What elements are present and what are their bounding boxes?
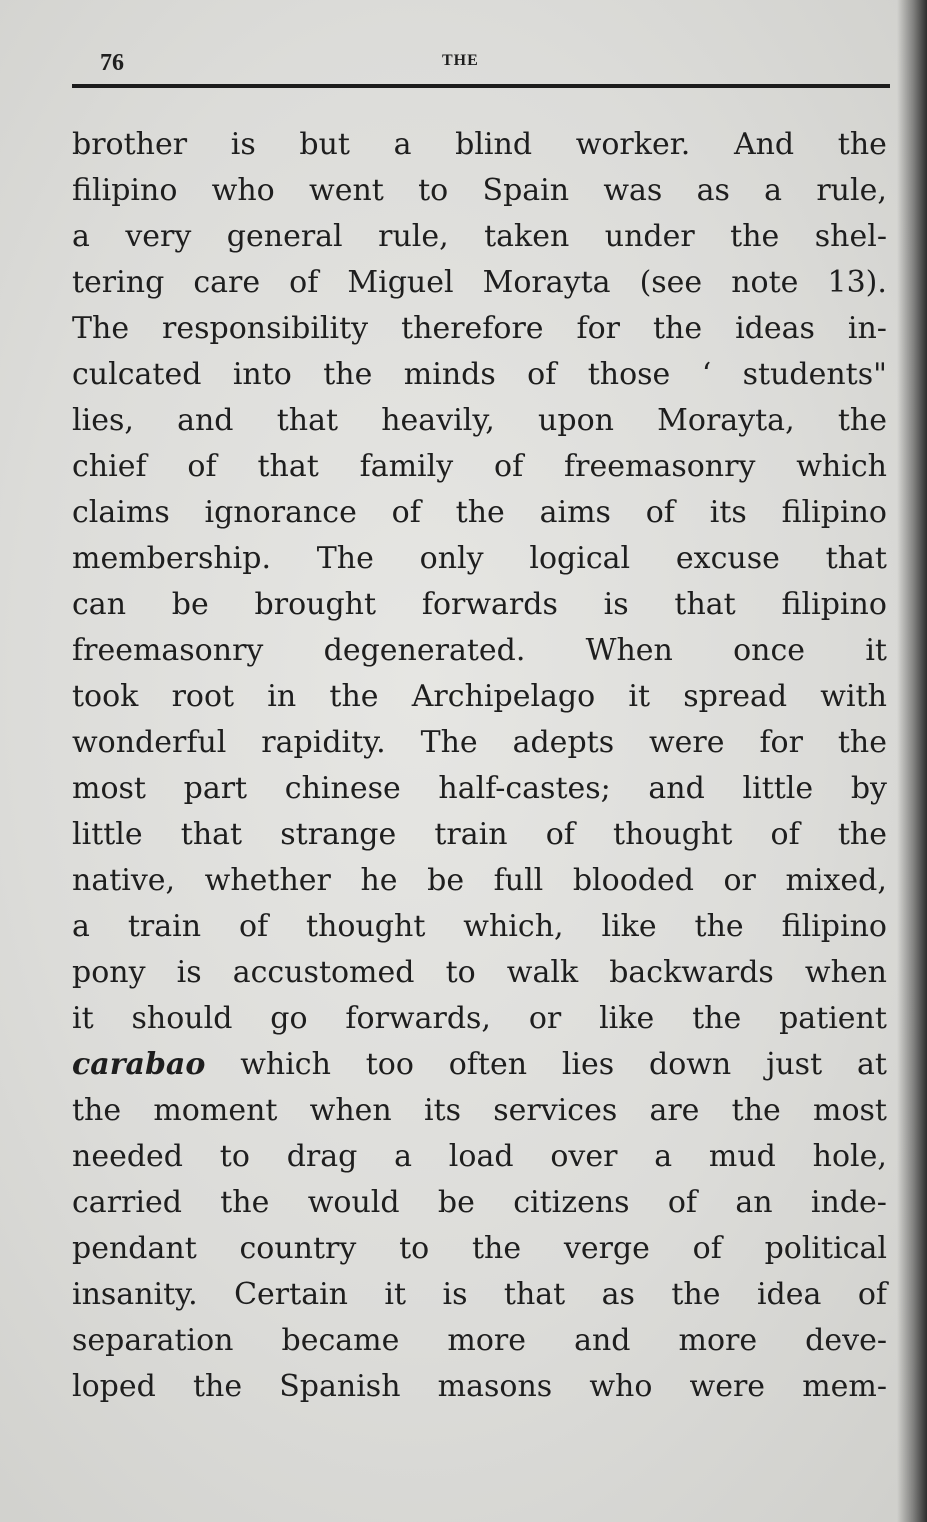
body-text (72, 122, 887, 1410)
text-line: a train of thought which, like the filipino (72, 909, 887, 944)
text-line: needed to drag a load over a mud hole, (72, 1139, 887, 1174)
text-line: pony is accustomed to walk backwards when (72, 955, 887, 990)
text-line: can be brought forwards is that filipino (72, 587, 887, 622)
text-line: freemasonry degenerated. When once it (72, 633, 887, 668)
text-line: little that strange train of thought of the (72, 817, 887, 852)
text-line: it should go forwards, or like the patient (72, 1001, 887, 1036)
text-line: insanity. Certain it is that as the idea of (72, 1277, 887, 1312)
text-line: native, whether he be full blooded or mixed, (72, 863, 887, 898)
text-line: tering care of Miguel Morayta (see note 13). (72, 265, 887, 300)
text-line: chief of that family of freemasonry which (72, 449, 887, 484)
text-line: membership. The only logical excuse that (72, 541, 887, 576)
running-title: THE (442, 52, 479, 69)
text-line: claims ignorance of the aims of its filipino (72, 495, 887, 530)
page-header (72, 42, 890, 94)
header-rule (72, 84, 890, 88)
text-line: a very general rule, taken under the shel- (72, 219, 887, 254)
page-edge-shadow (897, 0, 927, 1522)
text-line: carabao which too often lies down just at (72, 1047, 887, 1082)
text-line: filipino who went to Spain was as a rule, (72, 173, 887, 208)
text-line: lies, and that heavily, upon Morayta, the (72, 403, 887, 438)
text-line: brother is but a blind worker. And the (72, 127, 887, 162)
text-line: separation became more and more deve- (72, 1323, 887, 1358)
text-line: the moment when its services are the most (72, 1093, 887, 1128)
text-line: pendant country to the verge of political (72, 1231, 887, 1266)
text-line: The responsibility therefore for the ideas in- (72, 311, 887, 346)
text-line: carried the would be citizens of an inde- (72, 1185, 887, 1220)
text-line: culcated into the minds of those ‘ students" (72, 357, 887, 392)
page-number: 76 (100, 50, 124, 76)
text-line: wonderful rapidity. The adepts were for the (72, 725, 887, 760)
text-line: took root in the Archipelago it spread with (72, 679, 887, 714)
text-line: loped the Spanish masons who were mem- (72, 1369, 887, 1404)
text-line: most part chinese half-castes; and little by (72, 771, 887, 806)
